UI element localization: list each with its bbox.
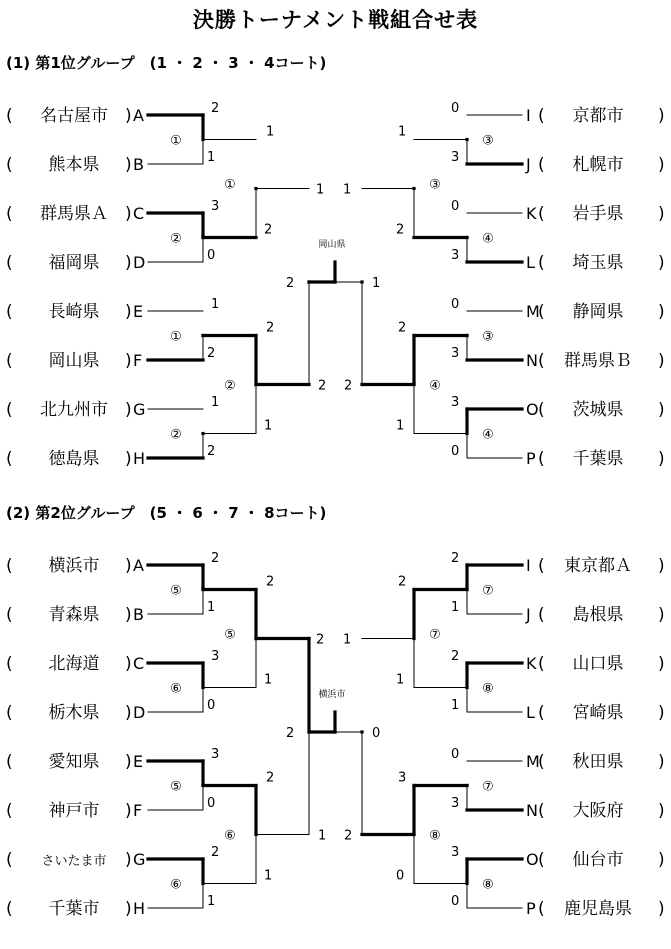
left-team-open-paren: ( bbox=[6, 899, 13, 919]
r2-score: 1 bbox=[264, 672, 273, 688]
right-team-name: 仙台市 bbox=[572, 850, 624, 870]
semi-score: 2 bbox=[316, 632, 325, 648]
court-number: ⑥ bbox=[170, 681, 182, 697]
left-team-close-paren: ) bbox=[125, 605, 132, 625]
court-number: ⑥ bbox=[224, 828, 236, 844]
left-team-slot: H bbox=[133, 899, 146, 918]
r1-score: 2 bbox=[451, 649, 460, 664]
right-team-open-paren: ( bbox=[538, 449, 545, 469]
left-team-close-paren: ) bbox=[125, 752, 132, 772]
left-team-name: 愛知県 bbox=[48, 752, 100, 772]
r1-score: 0 bbox=[451, 101, 460, 116]
left-team-slot: D bbox=[133, 253, 146, 272]
left-team-open-paren: ( bbox=[6, 703, 13, 723]
right-team-name: 静岡県 bbox=[572, 302, 624, 322]
final-score: 2 bbox=[286, 276, 295, 291]
r1-score: 0 bbox=[451, 199, 460, 214]
court-number: ③ bbox=[482, 133, 494, 149]
r1-score: 2 bbox=[211, 845, 220, 860]
semi-score: 2 bbox=[344, 378, 353, 394]
left-team-open-paren: ( bbox=[6, 556, 13, 576]
right-team-close-paren: ) bbox=[658, 400, 665, 420]
left-team-slot: E bbox=[133, 752, 144, 771]
left-team-name: さいたま市 bbox=[41, 854, 107, 869]
right-team-name: 千葉県 bbox=[572, 449, 624, 469]
final-score: 1 bbox=[372, 276, 381, 291]
right-team-slot: I bbox=[526, 556, 531, 575]
page-title: 決勝トーナメント戦組合せ表 bbox=[192, 8, 479, 32]
left-team-close-paren: ) bbox=[125, 449, 132, 469]
right-team-open-paren: ( bbox=[538, 106, 545, 126]
right-team-name: 岩手県 bbox=[572, 204, 624, 224]
left-team-slot: G bbox=[133, 400, 146, 419]
left-team-name: 青森県 bbox=[48, 605, 100, 625]
right-team-name: 秋田県 bbox=[572, 752, 624, 772]
right-team-close-paren: ) bbox=[658, 654, 665, 674]
left-team-open-paren: ( bbox=[6, 155, 13, 175]
r2-score: 1 bbox=[264, 868, 273, 884]
right-team-open-paren: ( bbox=[538, 556, 545, 576]
left-team-open-paren: ( bbox=[6, 850, 13, 870]
left-team-close-paren: ) bbox=[125, 400, 132, 420]
group-2-heading: (2) 第2位グループ (5 ・ 6 ・ 7 ・ 8コート) bbox=[6, 504, 327, 522]
r1-score: 1 bbox=[211, 297, 220, 312]
right-team-open-paren: ( bbox=[538, 155, 545, 175]
r2-score: 2 bbox=[266, 574, 275, 590]
right-team-close-paren: ) bbox=[658, 449, 665, 469]
r1-score: 1 bbox=[451, 600, 460, 615]
r1-score: 0 bbox=[451, 444, 460, 459]
right-team-slot: M bbox=[526, 302, 540, 321]
r1-score: 3 bbox=[211, 199, 220, 214]
right-team-name: 大阪府 bbox=[572, 801, 624, 821]
left-team-slot: A bbox=[133, 556, 144, 575]
right-team-open-paren: ( bbox=[538, 752, 545, 772]
left-team-name: 福岡県 bbox=[48, 253, 100, 273]
left-team-open-paren: ( bbox=[6, 351, 13, 371]
left-team-open-paren: ( bbox=[6, 106, 13, 126]
court-number: ③ bbox=[429, 177, 441, 193]
r1-score: 1 bbox=[451, 698, 460, 713]
left-team-slot: C bbox=[133, 654, 145, 673]
court-number: ⑧ bbox=[482, 877, 494, 893]
left-team-close-paren: ) bbox=[125, 106, 132, 126]
r1-score: 0 bbox=[451, 747, 460, 762]
court-number: ② bbox=[224, 378, 236, 394]
right-team-close-paren: ) bbox=[658, 106, 665, 126]
right-team-close-paren: ) bbox=[658, 801, 665, 821]
right-team-slot: P bbox=[526, 449, 536, 468]
left-team-close-paren: ) bbox=[125, 302, 132, 322]
right-team-open-paren: ( bbox=[538, 253, 545, 273]
right-team-open-paren: ( bbox=[538, 204, 545, 224]
r1-score: 1 bbox=[207, 150, 216, 165]
left-team-close-paren: ) bbox=[125, 204, 132, 224]
r1-score: 3 bbox=[211, 747, 220, 762]
r1-score: 1 bbox=[207, 894, 216, 909]
court-number: ⑦ bbox=[482, 779, 494, 795]
r1-score: 2 bbox=[451, 551, 460, 566]
r2-score: 1 bbox=[396, 672, 405, 688]
right-team-slot: J bbox=[526, 155, 531, 174]
left-team-close-paren: ) bbox=[125, 703, 132, 723]
r1-score: 3 bbox=[451, 248, 460, 263]
left-team-close-paren: ) bbox=[125, 850, 132, 870]
left-team-slot: G bbox=[133, 850, 146, 869]
left-team-open-paren: ( bbox=[6, 449, 13, 469]
left-team-close-paren: ) bbox=[125, 801, 132, 821]
left-team-slot: E bbox=[133, 302, 144, 321]
right-team-name: 宮崎県 bbox=[572, 703, 624, 723]
right-team-close-paren: ) bbox=[658, 302, 665, 322]
final-score: 0 bbox=[372, 726, 381, 741]
court-number: ④ bbox=[482, 231, 494, 247]
right-team-name: 京都市 bbox=[572, 106, 624, 126]
left-team-name: 熊本県 bbox=[48, 155, 100, 175]
group-1-heading: (1) 第1位グループ (1 ・ 2 ・ 3 ・ 4コート) bbox=[6, 54, 327, 72]
court-number: ⑤ bbox=[170, 583, 182, 599]
left-team-name: 北九州市 bbox=[40, 400, 108, 420]
right-team-open-paren: ( bbox=[538, 605, 545, 625]
right-team-name: 埼玉県 bbox=[572, 253, 624, 273]
right-team-close-paren: ) bbox=[658, 605, 665, 625]
r2-score: 2 bbox=[398, 320, 407, 336]
right-team-slot: M bbox=[526, 752, 540, 771]
r2-score: 0 bbox=[396, 868, 405, 884]
left-team-open-paren: ( bbox=[6, 605, 13, 625]
r1-score: 3 bbox=[451, 150, 460, 165]
r1-score: 0 bbox=[207, 248, 216, 263]
semi-score: 1 bbox=[343, 632, 352, 648]
left-team-name: 栃木県 bbox=[48, 703, 100, 723]
r1-score: 0 bbox=[451, 297, 460, 312]
court-number: ⑧ bbox=[429, 828, 441, 844]
r1-score: 3 bbox=[211, 649, 220, 664]
right-team-slot: K bbox=[526, 204, 537, 223]
left-team-slot: D bbox=[133, 703, 146, 722]
left-team-slot: B bbox=[133, 605, 144, 624]
right-team-close-paren: ) bbox=[658, 850, 665, 870]
right-team-close-paren: ) bbox=[658, 204, 665, 224]
r1-score: 1 bbox=[211, 395, 220, 410]
r2-score: 1 bbox=[264, 418, 273, 434]
right-team-close-paren: ) bbox=[658, 899, 665, 919]
left-team-open-paren: ( bbox=[6, 801, 13, 821]
r2-score: 1 bbox=[396, 418, 405, 434]
left-team-slot: F bbox=[133, 351, 143, 370]
left-team-slot: B bbox=[133, 155, 144, 174]
court-number: ② bbox=[170, 427, 182, 443]
right-team-open-paren: ( bbox=[538, 302, 545, 322]
left-team-open-paren: ( bbox=[6, 400, 13, 420]
right-team-close-paren: ) bbox=[658, 155, 665, 175]
left-team-name: 群馬県Ａ bbox=[40, 204, 108, 224]
right-team-close-paren: ) bbox=[658, 253, 665, 273]
right-team-slot: J bbox=[526, 605, 531, 624]
right-team-slot: L bbox=[526, 253, 535, 272]
right-team-slot: I bbox=[526, 106, 531, 125]
r1-score: 2 bbox=[211, 551, 220, 566]
right-team-slot: O bbox=[526, 850, 539, 869]
court-number: ① bbox=[170, 133, 182, 149]
right-team-name: 群馬県Ｂ bbox=[564, 351, 632, 371]
r1-score: 2 bbox=[207, 346, 216, 361]
left-team-name: 名古屋市 bbox=[40, 106, 108, 126]
court-number: ③ bbox=[482, 329, 494, 345]
left-team-name: 長崎県 bbox=[48, 302, 100, 322]
left-team-slot: A bbox=[133, 106, 144, 125]
left-team-close-paren: ) bbox=[125, 253, 132, 273]
r2-score: 1 bbox=[398, 124, 407, 140]
left-team-open-paren: ( bbox=[6, 752, 13, 772]
left-team-name: 北海道 bbox=[48, 654, 100, 674]
left-team-slot: H bbox=[133, 449, 146, 468]
court-number: ① bbox=[224, 177, 236, 193]
right-team-close-paren: ) bbox=[658, 703, 665, 723]
right-team-close-paren: ) bbox=[658, 556, 665, 576]
right-team-slot: L bbox=[526, 703, 535, 722]
r2-score: 3 bbox=[398, 770, 407, 786]
r1-score: 3 bbox=[451, 395, 460, 410]
final-score: 2 bbox=[286, 726, 295, 741]
court-number: ④ bbox=[429, 378, 441, 394]
champion-name: 横浜市 bbox=[318, 690, 346, 700]
r1-score: 1 bbox=[207, 600, 216, 615]
r2-score: 2 bbox=[266, 770, 275, 786]
r1-score: 3 bbox=[451, 346, 460, 361]
court-number: ⑦ bbox=[429, 627, 441, 643]
court-number: ② bbox=[170, 231, 182, 247]
left-team-close-paren: ) bbox=[125, 155, 132, 175]
right-team-open-paren: ( bbox=[538, 400, 545, 420]
left-team-open-paren: ( bbox=[6, 204, 13, 224]
semi-score: 2 bbox=[344, 828, 353, 844]
left-team-open-paren: ( bbox=[6, 302, 13, 322]
left-team-slot: C bbox=[133, 204, 145, 223]
court-number: ④ bbox=[482, 427, 494, 443]
semi-score: 1 bbox=[316, 182, 325, 198]
court-number: ⑥ bbox=[170, 877, 182, 893]
r1-score: 3 bbox=[451, 845, 460, 860]
right-team-name: 茨城県 bbox=[572, 400, 624, 420]
right-team-open-paren: ( bbox=[538, 801, 545, 821]
champion-name: 岡山県 bbox=[318, 240, 346, 250]
r2-score: 2 bbox=[266, 320, 275, 336]
left-team-close-paren: ) bbox=[125, 654, 132, 674]
right-team-open-paren: ( bbox=[538, 703, 545, 723]
r1-score: 0 bbox=[451, 894, 460, 909]
court-number: ⑤ bbox=[170, 779, 182, 795]
right-team-slot: P bbox=[526, 899, 536, 918]
left-team-close-paren: ) bbox=[125, 556, 132, 576]
semi-score: 1 bbox=[343, 182, 352, 198]
r2-score: 1 bbox=[266, 124, 275, 140]
left-team-name: 徳島県 bbox=[48, 449, 100, 469]
r1-score: 0 bbox=[207, 698, 216, 713]
r1-score: 2 bbox=[211, 101, 220, 116]
r2-score: 2 bbox=[264, 222, 273, 238]
right-team-name: 東京都Ａ bbox=[564, 556, 632, 576]
court-number: ⑤ bbox=[224, 627, 236, 643]
left-team-name: 千葉市 bbox=[48, 899, 100, 919]
right-team-open-paren: ( bbox=[538, 850, 545, 870]
right-team-name: 鹿児島県 bbox=[564, 899, 632, 919]
r1-score: 2 bbox=[207, 444, 216, 459]
court-number: ⑦ bbox=[482, 583, 494, 599]
left-team-slot: F bbox=[133, 801, 143, 820]
semi-score: 1 bbox=[318, 828, 327, 844]
semi-score: 2 bbox=[318, 378, 327, 394]
r1-score: 0 bbox=[207, 796, 216, 811]
right-team-slot: O bbox=[526, 400, 539, 419]
right-team-name: 山口県 bbox=[572, 654, 624, 674]
left-team-open-paren: ( bbox=[6, 253, 13, 273]
court-number: ① bbox=[170, 329, 182, 345]
right-team-open-paren: ( bbox=[538, 654, 545, 674]
left-team-close-paren: ) bbox=[125, 351, 132, 371]
left-team-name: 神戸市 bbox=[48, 801, 100, 821]
left-team-name: 横浜市 bbox=[48, 556, 100, 576]
right-team-slot: K bbox=[526, 654, 537, 673]
right-team-open-paren: ( bbox=[538, 899, 545, 919]
right-team-slot: N bbox=[526, 351, 538, 370]
right-team-close-paren: ) bbox=[658, 752, 665, 772]
r2-score: 2 bbox=[396, 222, 405, 238]
right-team-slot: N bbox=[526, 801, 538, 820]
right-team-name: 島根県 bbox=[572, 605, 624, 625]
right-team-open-paren: ( bbox=[538, 351, 545, 371]
r2-score: 2 bbox=[398, 574, 407, 590]
right-team-name: 札幌市 bbox=[572, 155, 624, 175]
left-team-open-paren: ( bbox=[6, 654, 13, 674]
right-team-close-paren: ) bbox=[658, 351, 665, 371]
court-number: ⑧ bbox=[482, 681, 494, 697]
r1-score: 3 bbox=[451, 796, 460, 811]
left-team-close-paren: ) bbox=[125, 899, 132, 919]
left-team-name: 岡山県 bbox=[48, 351, 100, 371]
